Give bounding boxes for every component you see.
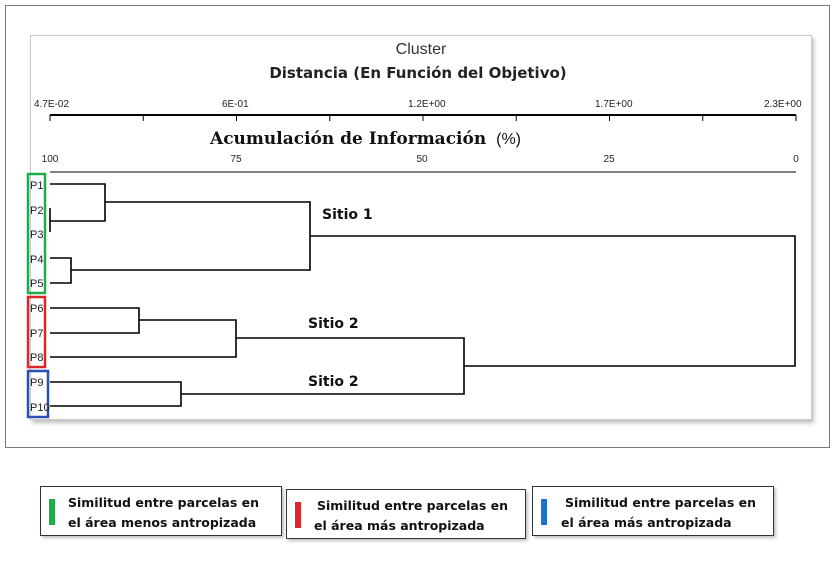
branch-root (310, 236, 795, 366)
cluster-label-sitio-2b: Sitio 2 (308, 374, 359, 390)
chart-title: Cluster (395, 41, 447, 58)
branch-p9-p10 (50, 382, 181, 406)
leaf-label: P5 (30, 278, 44, 290)
leaf-label: P2 (30, 205, 44, 217)
cluster-label-sitio-2a: Sitio 2 (308, 316, 359, 332)
branch-p6-p7 (50, 308, 139, 333)
branch-p4-p5 (50, 258, 71, 283)
accumulation-axis-unit: (%) (496, 131, 522, 148)
accumulation-axis-ticks (42, 154, 800, 165)
dendrogram-branches (50, 184, 795, 406)
branch-p67-p8 (50, 320, 236, 357)
legend-text-line1: Similitud entre parcelas en (565, 495, 757, 510)
leaf-label: P1 (30, 180, 44, 192)
accumulation-axis-tick-label: 0 (793, 154, 799, 165)
legend-text-line2: el área más antropizada (314, 518, 485, 533)
accumulation-axis-tick-label: 50 (416, 154, 428, 165)
top-axis-tick-label: 1.2E+00 (408, 99, 446, 110)
legend-text-line1: Similitud entre parcelas en (68, 495, 260, 510)
accumulation-axis-tick-label: 25 (603, 154, 615, 165)
accumulation-axis-tick-label: 75 (230, 154, 242, 165)
top-axis-ticks (34, 99, 802, 121)
top-axis-tick-label: 2.3E+00 (764, 99, 802, 110)
top-axis-tick-label: 4.7E-02 (34, 99, 70, 110)
legend-item-less-anthropized (40, 486, 282, 536)
legend-swatch-red (295, 502, 301, 528)
branch-sitio1 (71, 202, 310, 270)
cluster-label-sitio-1: Sitio 1 (322, 207, 373, 223)
branch-p1-p23 (50, 184, 105, 221)
leaf-label: P6 (30, 303, 44, 315)
leaf-label: P9 (30, 377, 44, 389)
legend-swatch-green (49, 499, 55, 525)
legend-text-line1: Similitud entre parcelas en (317, 498, 509, 513)
leaf-label: P7 (30, 328, 44, 340)
legend-item-more-anthropized-red (286, 489, 526, 539)
leaf-label: P8 (30, 352, 44, 364)
chart-subtitle: Distancia (En Función del Objetivo) (269, 64, 567, 82)
accumulation-axis-tick-label: 100 (41, 154, 59, 165)
leaf-label: P10 (30, 402, 50, 414)
accumulation-axis-title (209, 129, 521, 149)
legend-swatch-blue (541, 499, 547, 525)
leaf-label: P4 (30, 254, 44, 266)
top-axis-tick-label: 6E-01 (222, 99, 249, 110)
legend-text-line2: el área menos antropizada (68, 515, 257, 530)
leaf-label: P3 (30, 229, 44, 241)
top-axis-tick-label: 1.7E+00 (595, 99, 633, 110)
accumulation-axis-title-text: Acumulación de Información (210, 129, 487, 149)
legend-text-line2: el área más antropizada (561, 515, 732, 530)
legend-item-more-anthropized-blue (532, 486, 774, 536)
